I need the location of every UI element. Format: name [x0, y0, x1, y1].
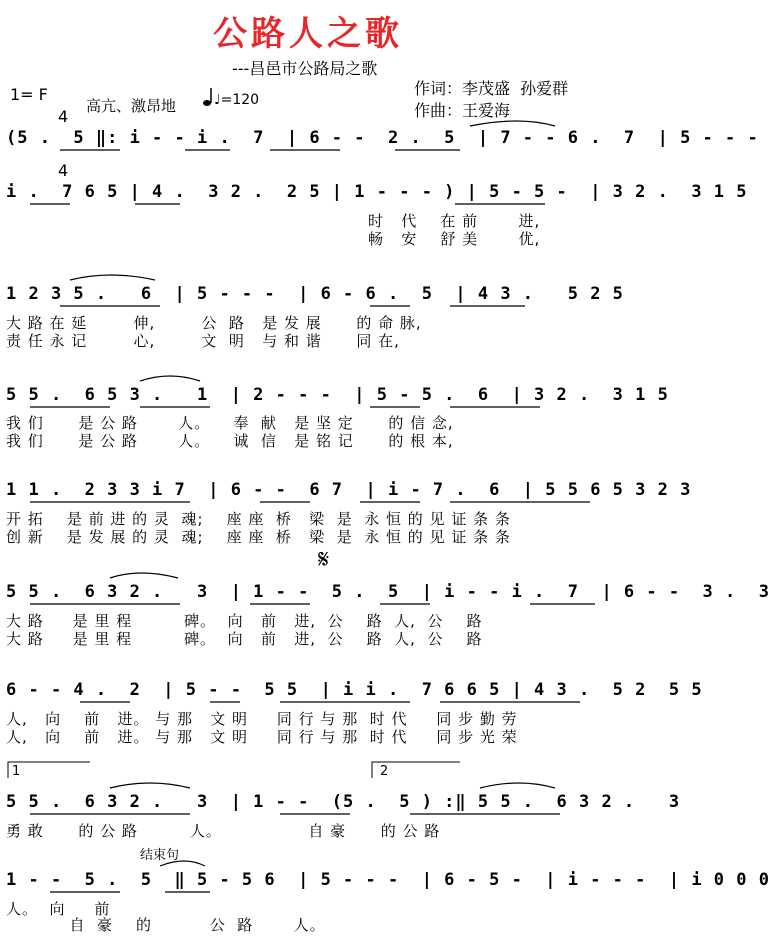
- key-signature: 1= F: [10, 85, 48, 104]
- volta-brackets: [8, 762, 460, 778]
- ending-label: 结束句: [140, 848, 180, 863]
- lyrics-row-5-verse-2: 创 新 是 发 展 的 灵 魂; 座 座 桥 梁 是 永 恒 的 见 证 条 条: [6, 528, 511, 546]
- meter-bottom: 4: [58, 161, 69, 180]
- second-ending-number: 2: [380, 764, 389, 779]
- notation-row-5: 1 1 . 2 3 3 i 7 | 6 - - 6 7 | i - 7 . 6 | 5 5 6 5 3 2 3: [6, 480, 692, 500]
- tempo-marking: ♩=120: [214, 92, 260, 108]
- slur-lines: [70, 121, 555, 866]
- notation-row-2: i . 7 6 5 | 4 . 3 2 . 2 5 | 1 - - - ) | 5 - 5 - | 3 2 . 3 1 5: [6, 182, 748, 202]
- lyrics-row-3-verse-1: 大 路 在 延 伸, 公 路 是 发 展 的 命 脉,: [6, 314, 422, 332]
- lyrics-row-4-verse-2: 我 们 是 公 路 人。 诚 信 是 铭 记 的 根 本,: [6, 432, 454, 450]
- beam-lines: [30, 150, 595, 892]
- lyrics-row-8: 勇 敢 的 公 路 人。 自 豪 的 公 路: [6, 822, 441, 840]
- lyrics-row-4-verse-1: 我 们 是 公 路 人。 奉 献 是 坚 定 的 信 念,: [6, 414, 454, 432]
- first-ending-number: 1: [12, 764, 21, 779]
- segno-sign: 𝄋: [318, 545, 330, 575]
- lyrics-row-3-verse-2: 责 任 永 记 心, 文 明 与 和 谐 同 在,: [6, 332, 400, 350]
- song-subtitle: ---昌邑市公路局之歌: [232, 59, 378, 78]
- composer-credit: 作曲：王爱海: [414, 101, 511, 120]
- meter-top: 4: [58, 107, 69, 126]
- lyricist-credit: 作词：李茂盛 孙爱群: [414, 79, 569, 98]
- lyrics-row-9-verse-2: 自 豪 的 公 路 人。: [6, 916, 326, 934]
- notation-row-6: 5 5 . 6 3 2 . 3 | 1 - - 5 . 5 | i - - i . 7 | 6 - - 3 . 3: [6, 582, 770, 602]
- lyrics-row-6-verse-2: 大 路 是 里 程 碑。 向 前 进, 公 路 人, 公 路: [6, 630, 483, 648]
- quarter-note-icon: [203, 100, 211, 106]
- notation-row-9: 1 - - 5 . 5 ‖ 5 - 5 6 | 5 - - - | 6 - 5 - | i - - - | i 0 0 0: [6, 870, 770, 890]
- lyrics-row-7-verse-2: 人, 向 前 进。 与 那 文 明 同 行 与 那 时 代 同 步 光 荣: [6, 728, 518, 746]
- song-title: 公路人之歌: [213, 14, 403, 54]
- performance-style: 高亢、激昂地: [86, 97, 177, 115]
- lyrics-row-2-verse-1: 时 代 在 前 进,: [368, 212, 541, 230]
- lyrics-row-2-verse-2: 畅 安 舒 美 优,: [368, 230, 541, 248]
- lyrics-row-7-verse-1: 人, 向 前 进。 与 那 文 明 同 行 与 那 时 代 同 步 勤 劳: [6, 710, 518, 728]
- lyrics-row-5-verse-1: 开 拓 是 前 进 的 灵 魂; 座 座 桥 梁 是 永 恒 的 见 证 条 条: [6, 510, 511, 528]
- notation-row-4: 5 5 . 6 5 3 . 1 | 2 - - - | 5 - 5 . 6 | 3 2 . 3 1 5: [6, 385, 669, 405]
- notation-row-8: 5 5 . 6 3 2 . 3 | 1 - - (5 . 5 ) :‖ 5 5 . 6 3 2 . 3: [6, 792, 681, 812]
- lyrics-row-9-verse-1: 人。 向 前: [6, 900, 111, 918]
- notation-row-3: 1 2 3 5 . 6 | 5 - - - | 6 - 6 . 5 | 4 3 . 5 2 5: [6, 284, 624, 304]
- lyrics-row-6-verse-1: 大 路 是 里 程 碑。 向 前 进, 公 路 人, 公 路: [6, 612, 483, 630]
- notation-row-1: (5 . 5 ‖: i - - i . 7 | 6 - - 2 . 5 | 7 - - 6 . 7 | 5 - - -: [6, 128, 759, 148]
- notation-row-7: 6 - - 4 . 2 | 5 - - 5 5 | i i . 7 6 6 5 | 4 3 . 5 2 5 5: [6, 680, 703, 700]
